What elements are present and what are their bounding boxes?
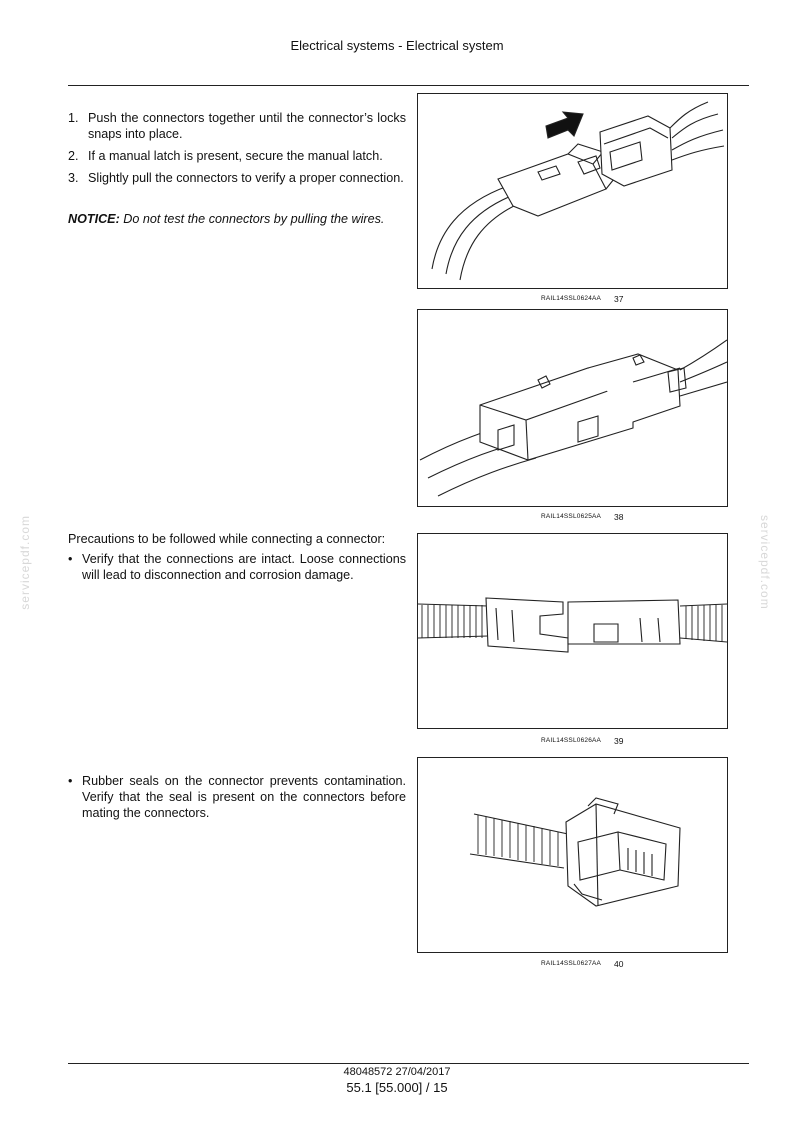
figure-caption-code: RAIL14SSL0624AA <box>541 295 602 302</box>
bullet-text: Verify that the connections are intact. Loose connections will lead to disconnection and corrosion damage. <box>82 552 406 582</box>
precaution-bullet-list <box>68 773 406 821</box>
step-item <box>68 148 406 164</box>
bullet-text: Rubber seals on the connector prevents contamination. Verify that the seal is present on the connectors before mating the connectors. <box>82 774 406 820</box>
watermark-right: servicepdf.com <box>758 515 772 610</box>
step-number: 1. <box>68 111 79 125</box>
figure-number: 37 <box>614 294 624 304</box>
footer-doc-line: 48048572 27/04/2017 <box>343 1066 451 1078</box>
figure-39-connection-intact <box>417 533 728 729</box>
step-item <box>68 110 406 142</box>
watermark-left: servicepdf.com <box>18 515 32 610</box>
step-text: Slightly pull the connectors to verify a proper connection. <box>88 171 404 185</box>
figure-caption-code: RAIL14SSL0627AA <box>541 960 602 967</box>
figure-40-rubber-seal-connector <box>417 757 728 953</box>
bullet-item <box>68 773 406 821</box>
step-text: If a manual latch is present, secure the manual latch. <box>88 149 383 163</box>
assembly-steps <box>68 110 406 192</box>
bullet-marker: • <box>68 552 73 566</box>
figure-number: 39 <box>614 736 624 746</box>
figure-number: 40 <box>614 959 624 969</box>
header-rule <box>68 85 749 86</box>
figure-37-connector-push <box>417 93 728 289</box>
step-text: Push the connectors together until the connector’s locks snaps into place. <box>88 111 406 141</box>
precautions-intro: Precautions to be followed while connecting a connector: <box>68 532 386 546</box>
notice <box>68 211 408 227</box>
step-number: 3. <box>68 171 79 185</box>
bullet-item <box>68 551 406 583</box>
figure-caption-code: RAIL14SSL0625AA <box>541 513 602 520</box>
footer-page-number: 55.1 [55.000] / 15 <box>346 1080 448 1095</box>
figure-38-mated-connector <box>417 309 728 507</box>
figure-caption-code: RAIL14SSL0626AA <box>541 737 602 744</box>
notice-text: Do not test the connectors by pulling the wires. <box>123 212 385 226</box>
notice-label: NOTICE: <box>68 212 120 226</box>
footer-rule <box>68 1063 749 1064</box>
step-item <box>68 170 406 186</box>
precaution-bullet-list <box>68 551 406 583</box>
page-header-title: Electrical systems - Electrical system <box>290 38 504 53</box>
figure-number: 38 <box>614 512 624 522</box>
bullet-marker: • <box>68 774 73 788</box>
step-number: 2. <box>68 149 79 163</box>
